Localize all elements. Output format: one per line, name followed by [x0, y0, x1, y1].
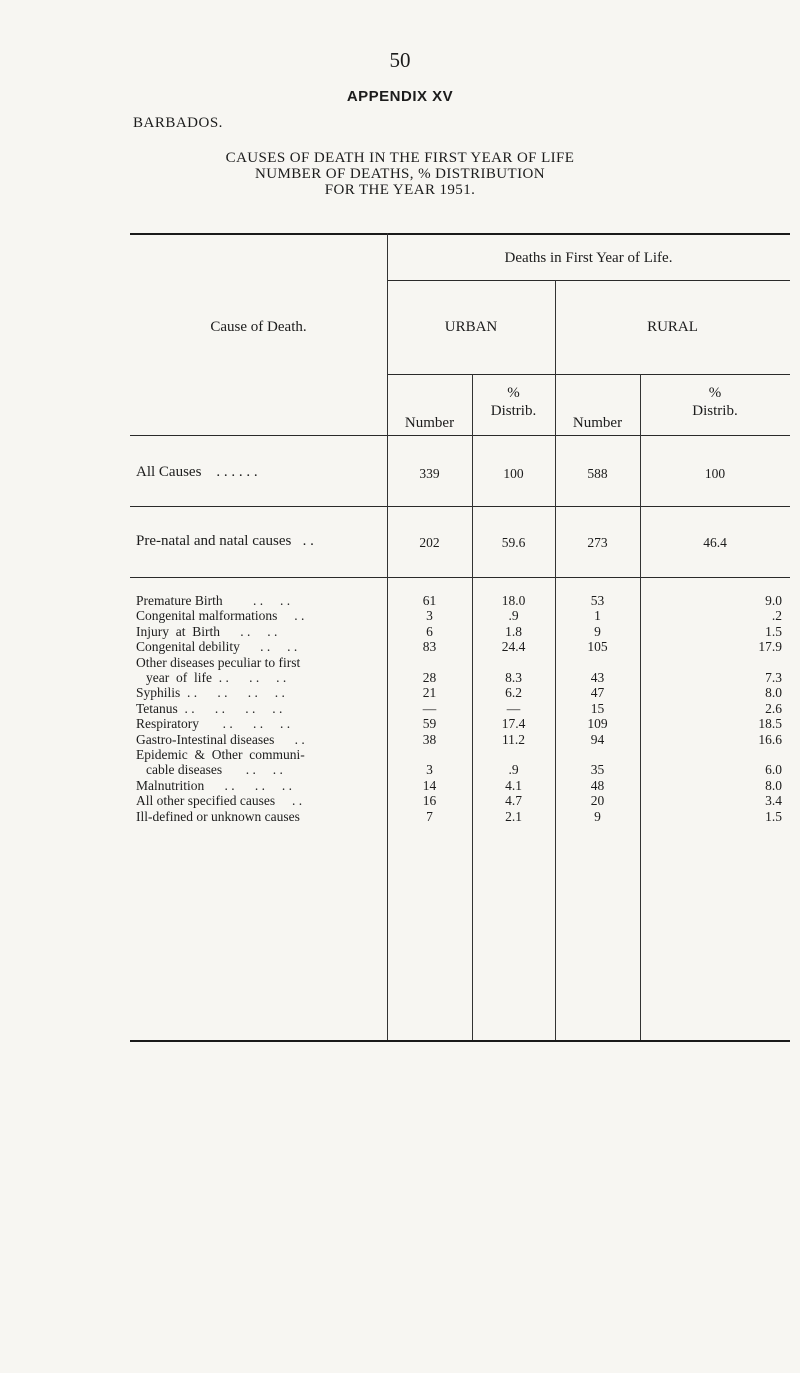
- cell-urban-number: 59: [422, 716, 437, 732]
- row-label: Malnutrition . . . . . .: [136, 777, 292, 793]
- spanner-header: Deaths in First Year of Life.: [504, 250, 673, 266]
- rule-spanner: [387, 280, 790, 281]
- cell-rural-number: 35: [590, 762, 605, 778]
- cell-urban-number: 21: [422, 685, 437, 701]
- cell-rural-distrib: 1.5: [765, 623, 782, 639]
- cell-urban-number: 38: [422, 731, 437, 747]
- cell-urban-number: 16: [422, 793, 437, 809]
- cell-rural-number: 43: [590, 670, 605, 685]
- cell-urban-number: 3: [426, 608, 433, 624]
- cell-urban-number: 3: [426, 762, 433, 778]
- col-header-line: %: [708, 385, 722, 401]
- col-header-line: Number: [572, 415, 623, 431]
- cell-rural-distrib: 6.0: [765, 762, 782, 778]
- cell-urban-number: 14: [422, 777, 437, 793]
- row-label: All other specified causes . .: [136, 793, 303, 809]
- cell-urban-distrib: 1.8: [505, 623, 522, 639]
- cell-rural-number: 48: [590, 777, 605, 793]
- cell-rural-distrib: 17.9: [758, 639, 782, 655]
- appendix-title: APPENDIX XV: [346, 88, 454, 105]
- cell-rural-distrib: 3.4: [765, 793, 782, 809]
- cell-rural-distrib: 18.5: [758, 716, 782, 732]
- cell-urban-distrib: 2.1: [505, 808, 522, 824]
- col-header-line: Distrib.: [692, 403, 738, 419]
- group-header-rural: RURAL: [647, 319, 698, 335]
- row-label: Congenital debility . . . .: [136, 639, 298, 655]
- cell-rural-distrib: 1.5: [765, 808, 782, 824]
- cell-urban-distrib: .9: [508, 608, 519, 624]
- row-label: year of life . . . . . .: [146, 670, 287, 685]
- rule-prenatal: [130, 577, 790, 578]
- col-header-rural-number: [555, 396, 640, 432]
- col-header-line: [555, 396, 640, 414]
- col-header-line: Distrib.: [490, 403, 537, 419]
- row-label: Congenital malformations . .: [136, 608, 305, 624]
- cell-urban-distrib: 4.7: [505, 793, 522, 809]
- rule-top: [130, 233, 790, 235]
- subtotal-rural-number: 273: [587, 535, 608, 550]
- cell-urban-number: 7: [426, 808, 433, 824]
- col-header-rural-distrib: [640, 384, 790, 420]
- col-header-line: [387, 396, 472, 414]
- cell-rural-distrib: 8.0: [765, 777, 782, 793]
- cell-urban-distrib: 6.2: [505, 685, 522, 701]
- cell-rural-number: 94: [590, 731, 605, 747]
- rule-group-divider: [555, 280, 556, 1040]
- total-urban-number: 339: [419, 466, 440, 481]
- cell-rural-number: 15: [590, 700, 605, 716]
- cell-urban-distrib: 18.0: [501, 593, 526, 608]
- row-label: Premature Birth . . . .: [136, 593, 291, 608]
- rule-all-causes: [130, 506, 790, 507]
- cell-rural-distrib: 7.3: [765, 670, 782, 685]
- cell-urban-distrib: 8.3: [505, 670, 522, 685]
- cell-rural-number: 9: [594, 623, 601, 639]
- subtotal-urban-number: 202: [419, 535, 440, 550]
- cell-rural-number: 9: [594, 808, 601, 824]
- cell-rural-distrib: .2: [771, 608, 782, 624]
- row-leaders: . . . . . .: [216, 464, 258, 480]
- title-line-3: FOR THE YEAR 1951.: [324, 182, 476, 198]
- table-titles: [0, 150, 800, 198]
- cell-rural-distrib: 16.6: [758, 731, 782, 747]
- cell-rural-number: 1: [594, 608, 601, 624]
- country-heading: BARBADOS.: [133, 115, 223, 131]
- col-header-urban-number: [387, 396, 472, 432]
- total-rural-number: 588: [587, 466, 608, 481]
- cell-urban-number: —: [422, 700, 437, 716]
- subtotal-urban-distrib: 59.6: [501, 535, 526, 550]
- cell-urban-distrib: 4.1: [505, 777, 522, 793]
- cell-urban-number: 83: [422, 639, 437, 655]
- rule-bottom: [130, 1040, 790, 1042]
- cell-rural-number: 47: [590, 685, 605, 701]
- cell-rural-number: 53: [590, 593, 605, 608]
- row-label: Syphilis . . . . . . . .: [136, 685, 285, 701]
- total-rural-distrib: 100: [704, 466, 726, 481]
- row-label: cable diseases . . . .: [146, 762, 283, 778]
- cell-rural-distrib: 9.0: [765, 593, 782, 608]
- cell-rural-number: 109: [587, 716, 608, 732]
- row-label-text: All Causes: [136, 464, 202, 480]
- cell-urban-number: 61: [422, 593, 437, 608]
- cell-urban-number: 28: [422, 670, 437, 685]
- title-line-2: NUMBER OF DEATHS, % DISTRIBUTION: [255, 166, 545, 182]
- cell-urban-distrib: 24.4: [501, 639, 526, 655]
- col-header-line: Number: [404, 415, 455, 431]
- cell-rural-distrib: 8.0: [765, 685, 782, 701]
- row-label: Other diseases peculiar to first: [136, 654, 301, 670]
- cell-urban-number: 6: [426, 623, 433, 639]
- cell-urban-distrib: 11.2: [501, 731, 526, 747]
- rule-header-bottom: [130, 435, 790, 436]
- cell-rural-number: 105: [587, 639, 608, 655]
- row-label-text: Pre-natal and natal causes: [136, 533, 292, 549]
- group-header-urban: URBAN: [444, 319, 498, 335]
- col-header-urban-distrib: [472, 384, 555, 420]
- row-label: Ill-defined or unknown causes: [136, 808, 300, 824]
- row-label: Respiratory . . . . . .: [136, 716, 291, 732]
- rule-groups: [387, 374, 790, 375]
- subtotal-row-label: [136, 534, 314, 549]
- cell-urban-distrib: 17.4: [501, 716, 526, 732]
- row-label: Gastro-Intestinal diseases . .: [136, 731, 305, 747]
- page-number: 50: [389, 48, 411, 72]
- row-leaders: . .: [302, 533, 314, 549]
- col-header-line: %: [507, 385, 520, 401]
- cell-urban-distrib: .9: [508, 762, 519, 778]
- title-line-1: CAUSES OF DEATH IN THE FIRST YEAR OF LIFE: [225, 150, 575, 166]
- row-label: Injury at Birth . . . .: [136, 623, 278, 639]
- cell-urban-distrib: —: [506, 700, 521, 716]
- row-label: Epidemic & Other communi-: [136, 747, 305, 762]
- cell-rural-number: 20: [590, 793, 605, 809]
- total-row-label: [136, 465, 258, 480]
- total-urban-distrib: 100: [503, 466, 524, 481]
- cell-rural-distrib: 2.6: [765, 700, 782, 716]
- subtotal-rural-distrib: 46.4: [703, 535, 727, 550]
- row-label: Tetanus . . . . . . . .: [136, 700, 283, 716]
- stub-header: Cause of Death.: [210, 319, 307, 335]
